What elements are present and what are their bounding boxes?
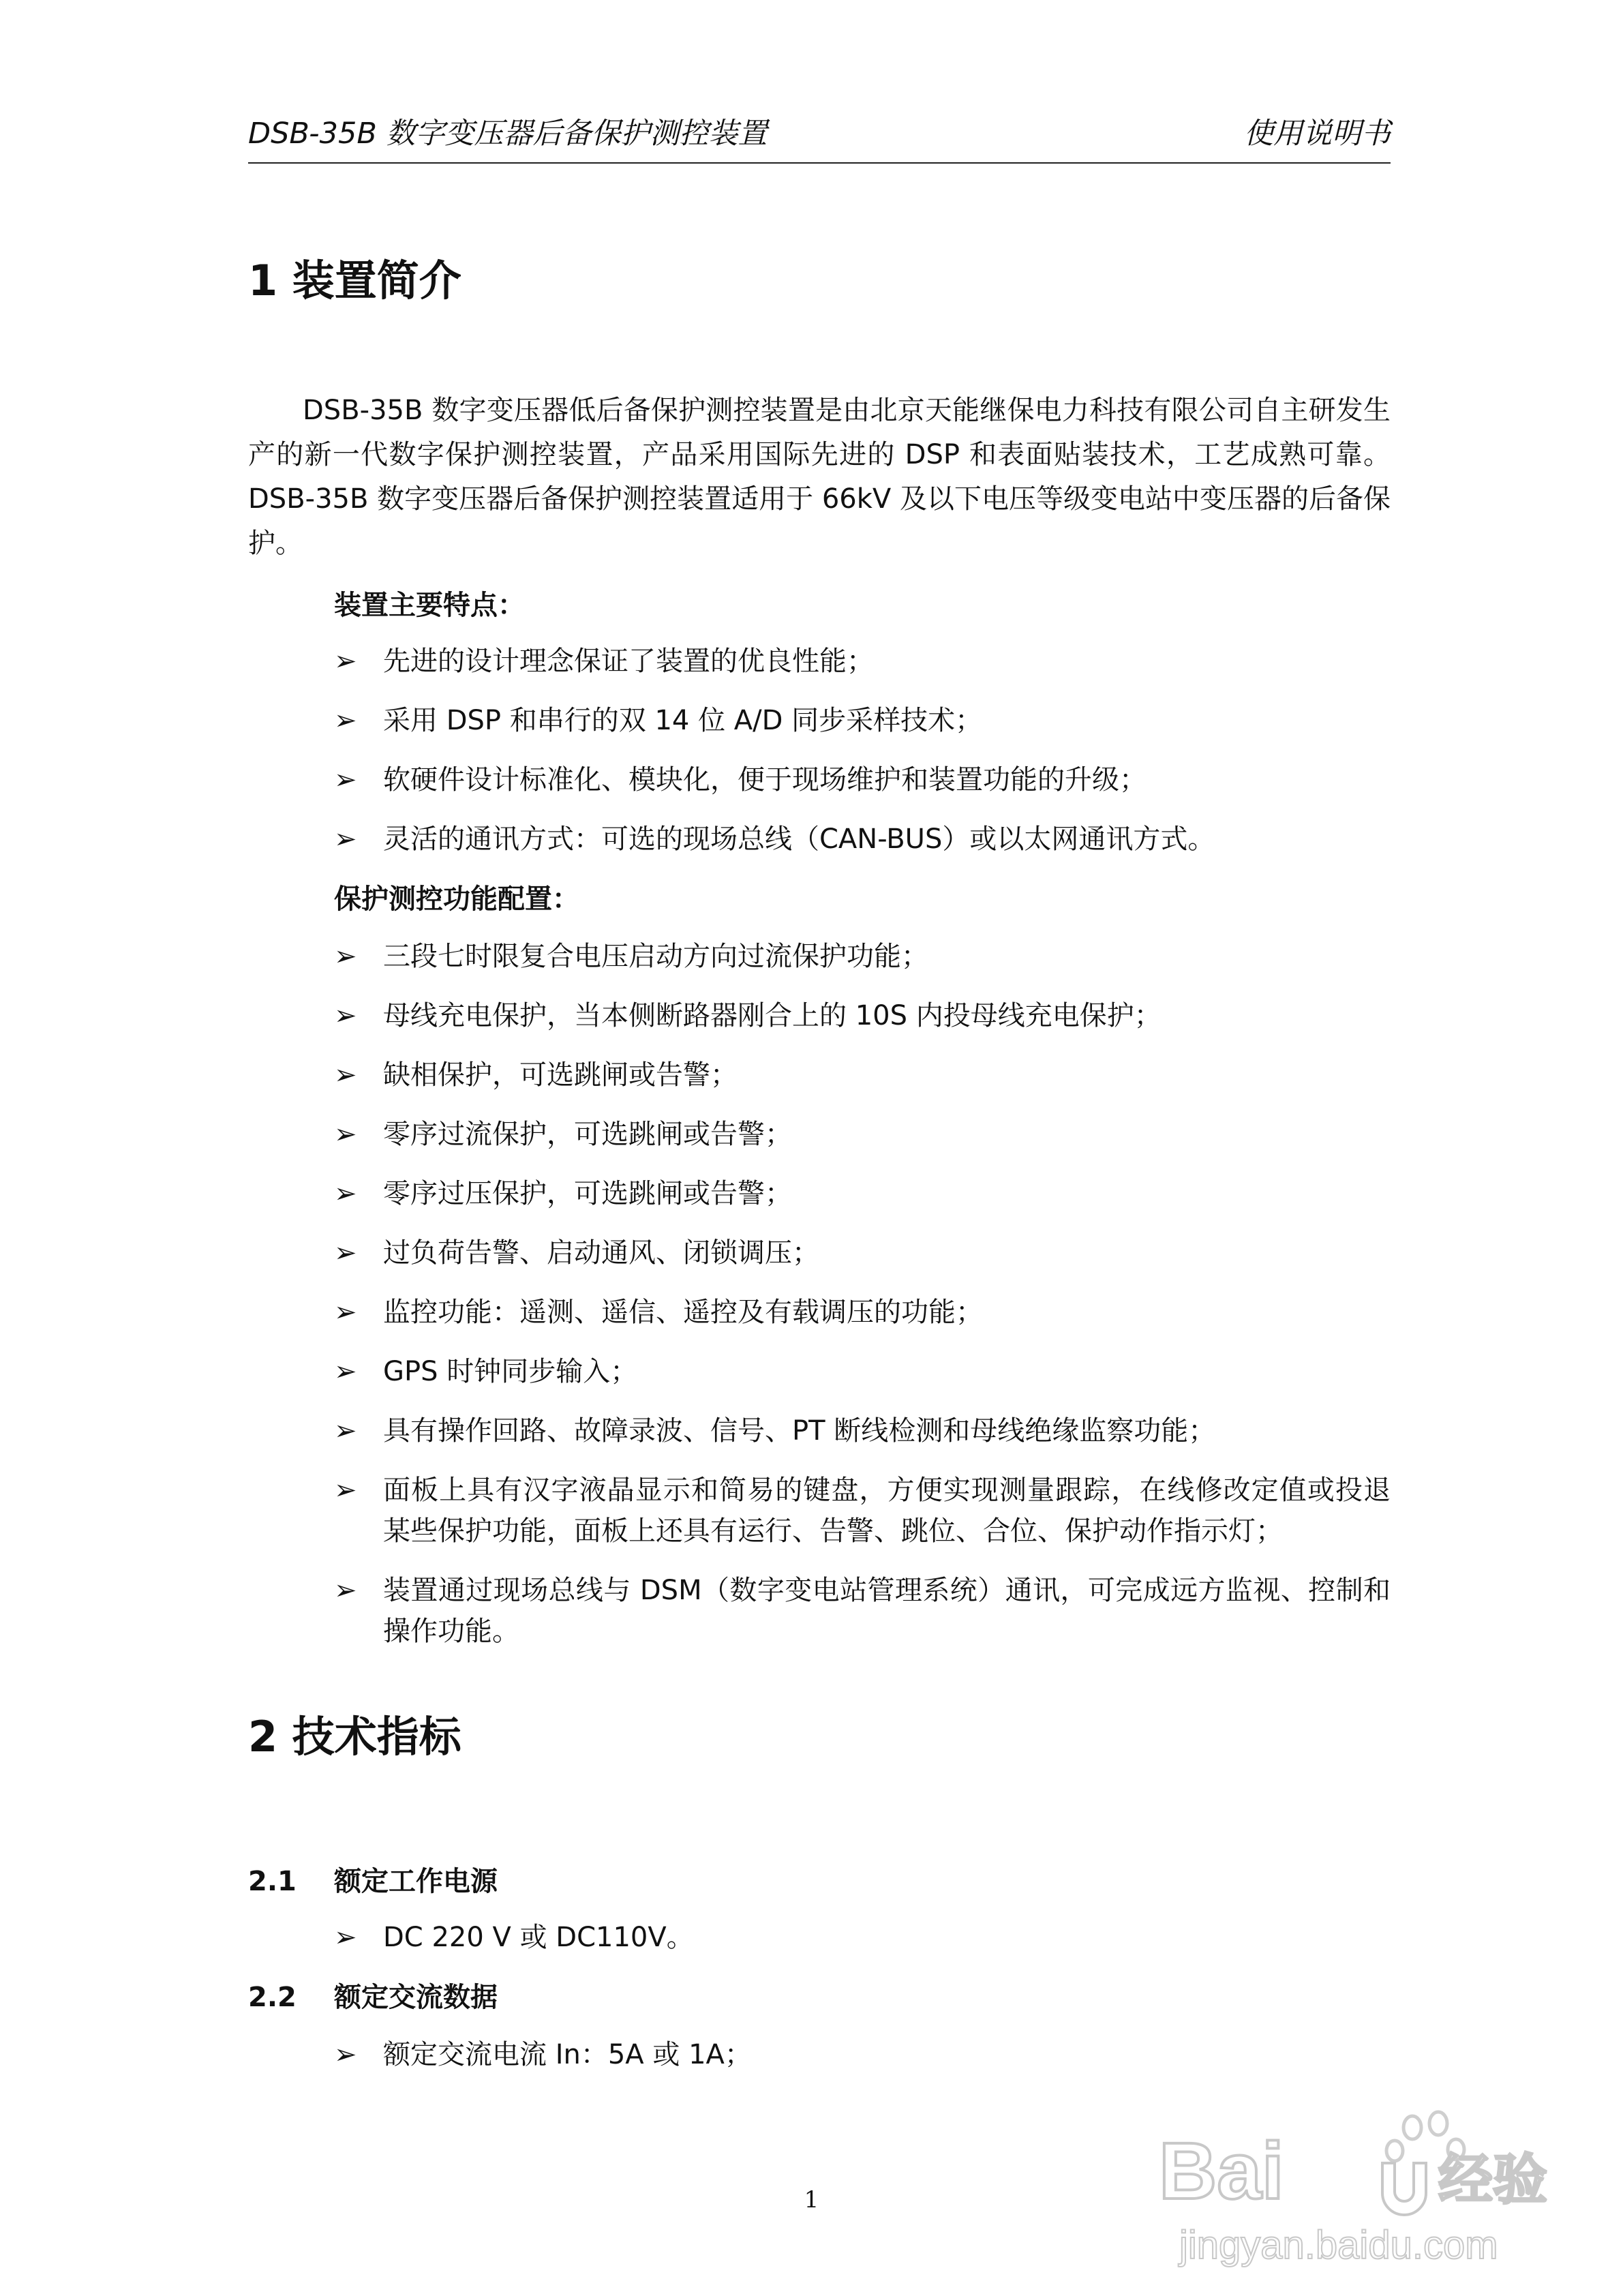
list-item: ➢ 缺相保护，可选跳闸或告警； xyxy=(334,1055,1391,1096)
section-2-title: 2 技术指标 xyxy=(248,1712,461,1762)
arrow-bullet-icon: ➢ xyxy=(334,1922,357,1953)
watermark-brand: Bai xyxy=(1159,2126,1284,2216)
arrow-bullet-icon: ➢ xyxy=(334,1059,357,1091)
list-item: ➢ 采用 DSP 和串行的双 14 位 A/D 同步采样技术； xyxy=(334,700,1391,741)
features-heading: 装置主要特点： xyxy=(334,590,525,621)
list-item: ➢ 具有操作回路、故障录波、信号、PT 断线检测和母线绝缘监察功能； xyxy=(334,1410,1391,1451)
header-divider xyxy=(248,162,1391,164)
paw-u-icon xyxy=(1382,2163,1426,2215)
list-item: ➢ 先进的设计理念保证了装置的优良性能； xyxy=(334,641,1391,682)
list-item: ➢ 三段七时限复合电压启动方向过流保护功能； xyxy=(334,936,1391,977)
functions-heading: 保护测控功能配置： xyxy=(334,883,579,915)
list-item: ➢ 灵活的通讯方式：可选的现场总线（CAN-BUS）或以太网通讯方式。 xyxy=(334,819,1391,860)
list-item: ➢ 零序过流保护，可选跳闸或告警； xyxy=(334,1114,1391,1155)
arrow-bullet-icon: ➢ xyxy=(334,1575,357,1606)
arrow-bullet-icon: ➢ xyxy=(334,1178,357,1209)
arrow-bullet-icon: ➢ xyxy=(334,1237,357,1269)
list-item: ➢ 装置通过现场总线与 DSM（数字变电站管理系统）通讯，可完成远方监视、控制和操作功能。 xyxy=(334,1570,1391,1652)
arrow-bullet-icon: ➢ xyxy=(334,646,357,677)
arrow-bullet-icon: ➢ xyxy=(334,1475,357,1506)
intro-paragraph: DSB-35B 数字变压器低后备保护测控装置是由北京天能继保电力科技有限公司自主研发生产的新一代数字保护测控装置，产品采用国际先进的 DSP 和表面贴装技术，工艺成熟可靠。DSB-35B 数字变压器后备保护测控装置适用于 66kV 及以下电压等级变电站中变压器的后备保护。 xyxy=(248,395,1391,559)
list-item: ➢ 监控功能：遥测、遥信、遥控及有载调压的功能； xyxy=(334,1292,1391,1333)
list-item: ➢ 额定交流电流 In：5A 或 1A； xyxy=(334,2034,1391,2075)
watermark-url: jingyan.baidu.com xyxy=(1179,2223,1498,2267)
list-item: ➢ GPS 时钟同步输入； xyxy=(334,1351,1391,1392)
arrow-bullet-icon: ➢ xyxy=(334,1297,357,1328)
arrow-bullet-icon: ➢ xyxy=(334,1119,357,1150)
subsection-2-2-heading: 2.2 额定交流数据 xyxy=(248,1982,498,2013)
arrow-bullet-icon: ➢ xyxy=(334,705,357,736)
list-item: ➢ 零序过压保护，可选跳闸或告警； xyxy=(334,1173,1391,1214)
list-item: ➢ 母线充电保护，当本侧断路器刚合上的 10S 内投母线充电保护； xyxy=(334,995,1391,1036)
page-number: 1 xyxy=(804,2186,819,2214)
arrow-bullet-icon: ➢ xyxy=(334,941,357,972)
baidu-jingyan-watermark xyxy=(1152,2110,1602,2274)
arrow-bullet-icon: ➢ xyxy=(334,764,357,796)
section-1-title: 1 装置简介 xyxy=(248,256,461,305)
list-item: ➢ 软硬件设计标准化、模块化，便于现场维护和装置功能的升级； xyxy=(334,759,1391,800)
arrow-bullet-icon: ➢ xyxy=(334,1356,357,1387)
arrow-bullet-icon: ➢ xyxy=(334,1000,357,1031)
arrow-bullet-icon: ➢ xyxy=(334,824,357,855)
list-item: ➢ 过负荷告警、启动通风、闭锁调压； xyxy=(334,1233,1391,1273)
header-title: DSB-35B 数字变压器后备保护测控装置 xyxy=(248,117,768,151)
list-item: ➢ 面板上具有汉字液晶显示和简易的键盘，方便实现测量跟踪，在线修改定值或投退某些保护功能，面板上还具有运行、告警、跳位、合位、保护动作指示灯； xyxy=(334,1470,1391,1552)
header-doc-type: 使用说明书 xyxy=(1244,117,1391,151)
watermark-brand-cn: 经验 xyxy=(1438,2148,1547,2211)
list-item: ➢ DC 220 V 或 DC110V。 xyxy=(334,1917,1391,1958)
arrow-bullet-icon: ➢ xyxy=(334,2039,357,2070)
arrow-bullet-icon: ➢ xyxy=(334,1415,357,1447)
subsection-2-1-heading: 2.1 额定工作电源 xyxy=(248,1866,498,1897)
